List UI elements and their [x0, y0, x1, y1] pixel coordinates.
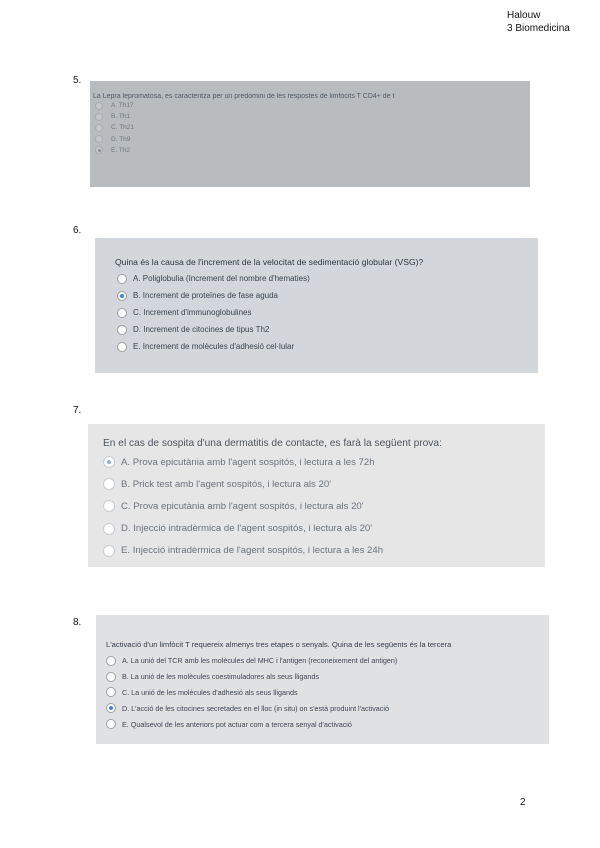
option-label: A. La unió del TCR amb les molècules del MHC i l'antigen (reconeixement del antigen) — [122, 656, 398, 666]
option-label: E. Injecció intradèrmica de l'agent sospitós, i lectura a les 24h — [121, 545, 384, 557]
question-stem: Quina és la causa de l'increment de la velocitat de sedimentació globular (VSG)? — [115, 257, 424, 267]
question-number-8: 8. — [73, 617, 82, 628]
option-label: A. Poliglobulia (Increment del nombre d'hematies) — [133, 274, 310, 283]
question-stem: La Lepra lepromatosa, es caracteritza per un predomini de les respostes de limfòcits T CD4+ de t — [93, 93, 395, 100]
question-5-screenshot — [90, 81, 530, 187]
question-number-5: 5. — [73, 75, 82, 86]
radio-icon — [95, 102, 103, 110]
answer-option-a — [115, 270, 538, 287]
radio-icon — [106, 719, 116, 729]
answer-option-e — [106, 716, 549, 732]
page-header — [507, 9, 570, 35]
option-label: D. Increment de citocines de tipus Th2 — [133, 325, 270, 334]
answer-option-a — [106, 653, 549, 669]
course-label: 3 Biomedicina — [507, 23, 570, 34]
question-8-screenshot — [96, 615, 549, 744]
question-number-6: 6. — [73, 225, 82, 236]
option-label: E. Th2 — [111, 146, 131, 154]
student-name: Halouw — [507, 10, 541, 21]
answer-option-e — [93, 145, 530, 156]
answer-option-c — [115, 304, 538, 321]
option-label: B. Increment de proteïnes de fase aguda — [133, 291, 278, 300]
answer-option-c — [103, 495, 545, 517]
question-stem: En el cas de sospita d'una dermatitis de contacte, es farà la següent prova: — [103, 438, 442, 449]
option-label: C. Prova epicutània amb l'agent sospitós, i lectura als 20' — [121, 500, 364, 512]
radio-selected-icon — [95, 146, 103, 154]
page-number: 2 — [520, 797, 526, 808]
option-label: C. La unió de les molècules d'adhesió als seus lligands — [122, 687, 298, 697]
question-stem: L'activació d'un limfòcit T requereix almenys tres etapes o senyals. Quina de les següents és la tercera — [106, 640, 452, 649]
radio-icon — [103, 500, 115, 512]
answer-option-d — [93, 134, 530, 145]
option-label: A. Th17 — [111, 102, 134, 110]
question-7-screenshot — [88, 424, 545, 567]
radio-icon — [106, 672, 116, 682]
radio-selected-icon — [117, 291, 127, 301]
answer-option-d — [103, 518, 545, 540]
radio-selected-icon — [103, 456, 115, 468]
answer-option-b — [103, 473, 545, 495]
radio-icon — [103, 478, 115, 490]
radio-icon — [117, 308, 127, 318]
radio-icon — [103, 545, 115, 557]
radio-selected-icon — [106, 703, 116, 713]
option-label: B. Th1 — [111, 113, 131, 121]
answer-option-b — [115, 287, 538, 304]
radio-icon — [95, 135, 103, 143]
radio-icon — [103, 523, 115, 535]
radio-icon — [95, 113, 103, 121]
option-label: B. Prick test amb l'agent sospitós, i lectura als 20' — [121, 478, 332, 490]
answer-option-b — [106, 669, 549, 685]
option-label: C. Increment d'immunoglobulines — [133, 308, 252, 317]
option-label: A. Prova epicutània amb l'agent sospitós, i lectura a les 72h — [121, 456, 375, 468]
option-label: B. La unió de les molècules coestimuladores als seus lligands — [122, 672, 319, 682]
answer-option-b — [93, 111, 530, 122]
option-label: D. L'acció de les citocines secretades en el lloc (in situ) on s'està produint l'activació — [122, 703, 389, 713]
radio-icon — [106, 687, 116, 697]
answer-option-c — [106, 685, 549, 701]
option-label: D. Injecció intradèrmica de l'agent sospitós, i lectura als 20' — [121, 523, 373, 535]
option-label: E. Increment de molècules d'adhesió cel·lular — [133, 342, 295, 351]
radio-icon — [117, 342, 127, 352]
question-number-7: 7. — [73, 405, 82, 416]
answer-option-c — [93, 122, 530, 133]
radio-icon — [106, 656, 116, 666]
question-6-screenshot — [95, 238, 538, 373]
answer-option-e — [103, 540, 545, 562]
radio-icon — [117, 274, 127, 284]
radio-icon — [117, 325, 127, 335]
answer-option-a — [103, 451, 545, 473]
option-label: E. Qualsevol de les anteriors pot actuar com a tercera senyal d'activació — [122, 719, 352, 729]
answer-option-d — [106, 700, 549, 716]
answer-option-a — [93, 100, 530, 111]
option-label: C. Th21 — [111, 124, 135, 132]
radio-icon — [95, 124, 103, 132]
answer-option-e — [115, 338, 538, 355]
option-label: D. Th9 — [111, 135, 131, 143]
answer-option-d — [115, 321, 538, 338]
